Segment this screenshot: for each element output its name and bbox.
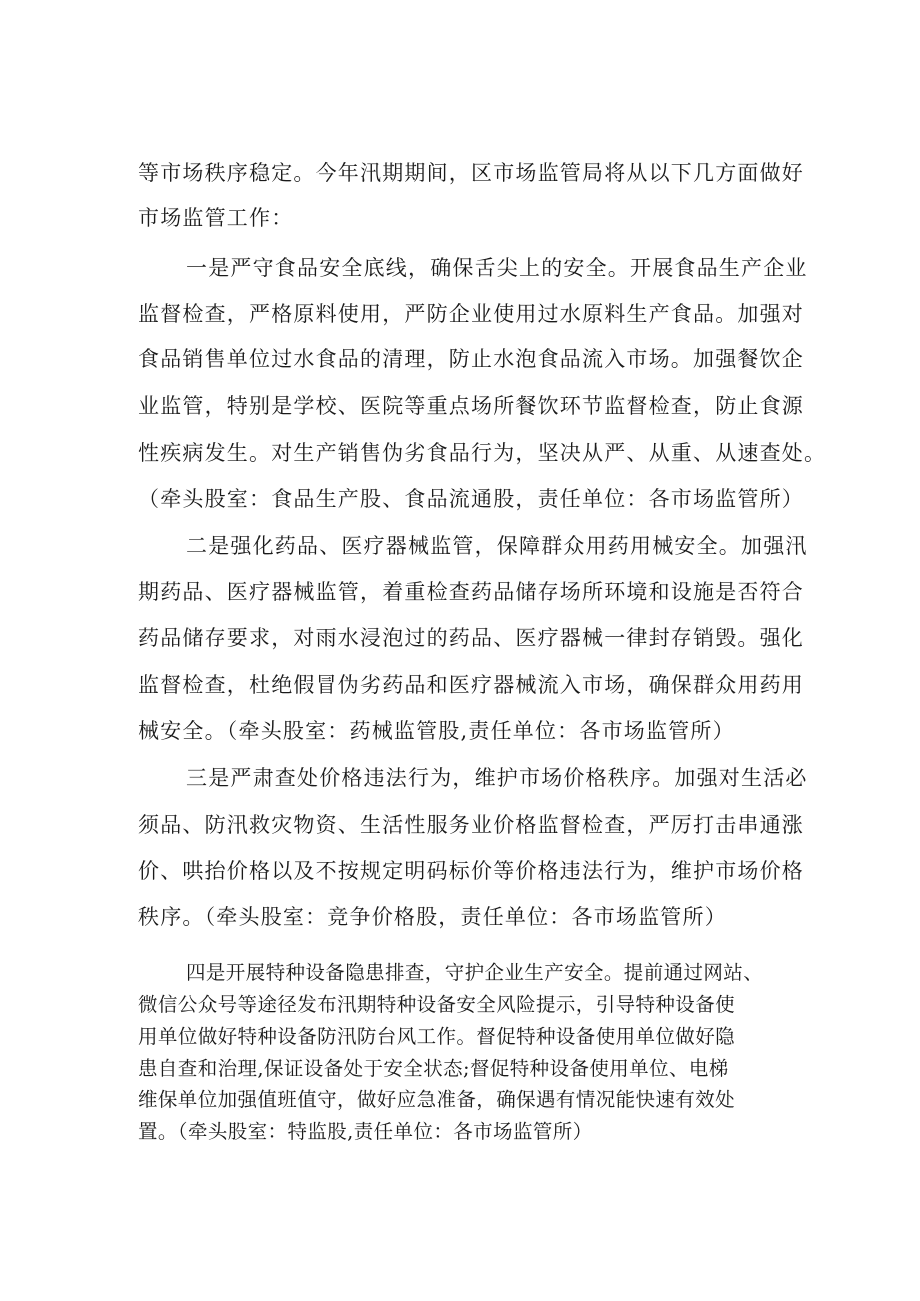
text-line: （牵头股室：食品生产股、食品流通股，责任单位：各市场监管所） (138, 487, 804, 511)
text-line: 性疾病发生。对生产销售伪劣食品行为，坚决从严、从重、从速查处。 (138, 441, 827, 465)
text-line: 价、哄抬价格以及不按规定明码标价等价格违法行为，维护市场价格 (138, 859, 804, 883)
text-line: 三是严肃查处价格违法行为，维护市场价格秩序。加强对生活必 (186, 766, 808, 790)
text-line: 四是开展特种设备隐患排查，守护企业生产安全。提前通过网站、 (186, 961, 764, 984)
text-line: 监督检查，杜绝假冒伪劣药品和医疗器械流入市场，确保群众用药用 (138, 673, 804, 697)
text-line: 食品销售单位过水食品的清理，防止水泡食品流入市场。加强餐饮企 (138, 347, 804, 371)
text-line: 患自查和治理,保证设备处于安全状态;督促特种设备使用单位、电梯 (138, 1057, 729, 1080)
text-line: 监督检查，严格原料使用，严防企业使用过水原料生产食品。加强对 (138, 302, 804, 326)
text-line: 微信公众号等途径发布汛期特种设备安全风险提示，引导特种设备使 (138, 993, 736, 1016)
text-line: 械安全。（牵头股室：药械监管股,责任单位：各市场监管所） (138, 719, 735, 743)
text-line: 须品、防汛救灾物资、生活性服务业价格监督检查，严厉打击串通涨 (138, 813, 804, 837)
text-line: 期药品、医疗器械监管，着重检查药品储存场所环境和设施是否符合 (138, 580, 804, 604)
text-line: 二是强化药品、医疗器械监管，保障群众用药用械安全。加强汛 (186, 534, 808, 558)
text-line: 市场监管工作： (138, 206, 294, 230)
text-line: 一是严守食品安全底线，确保舌尖上的安全。开展食品生产企业 (186, 256, 808, 280)
text-line: 置。（牵头股室：特监股,责任单位：各市场监管所） (138, 1120, 593, 1143)
text-line: 等市场秩序稳定。今年汛期期间，区市场监管局将从以下几方面做好 (138, 161, 804, 185)
text-line: 业监管，特别是学校、医院等重点场所餐饮环节监督检查，防止食源 (138, 394, 804, 418)
text-line: 药品储存要求，对雨水浸泡过的药品、医疗器械一律封存销毁。强化 (138, 626, 804, 650)
text-line: 秩序。（牵头股室：竞争价格股，责任单位：各市场监管所） (138, 905, 727, 929)
text-line: 维保单位加强值班值守，做好应急准备，确保遇有情况能快速有效处 (138, 1088, 736, 1111)
text-line: 用单位做好特种设备防汛防台风工作。督促特种设备使用单位做好隐 (138, 1025, 736, 1048)
